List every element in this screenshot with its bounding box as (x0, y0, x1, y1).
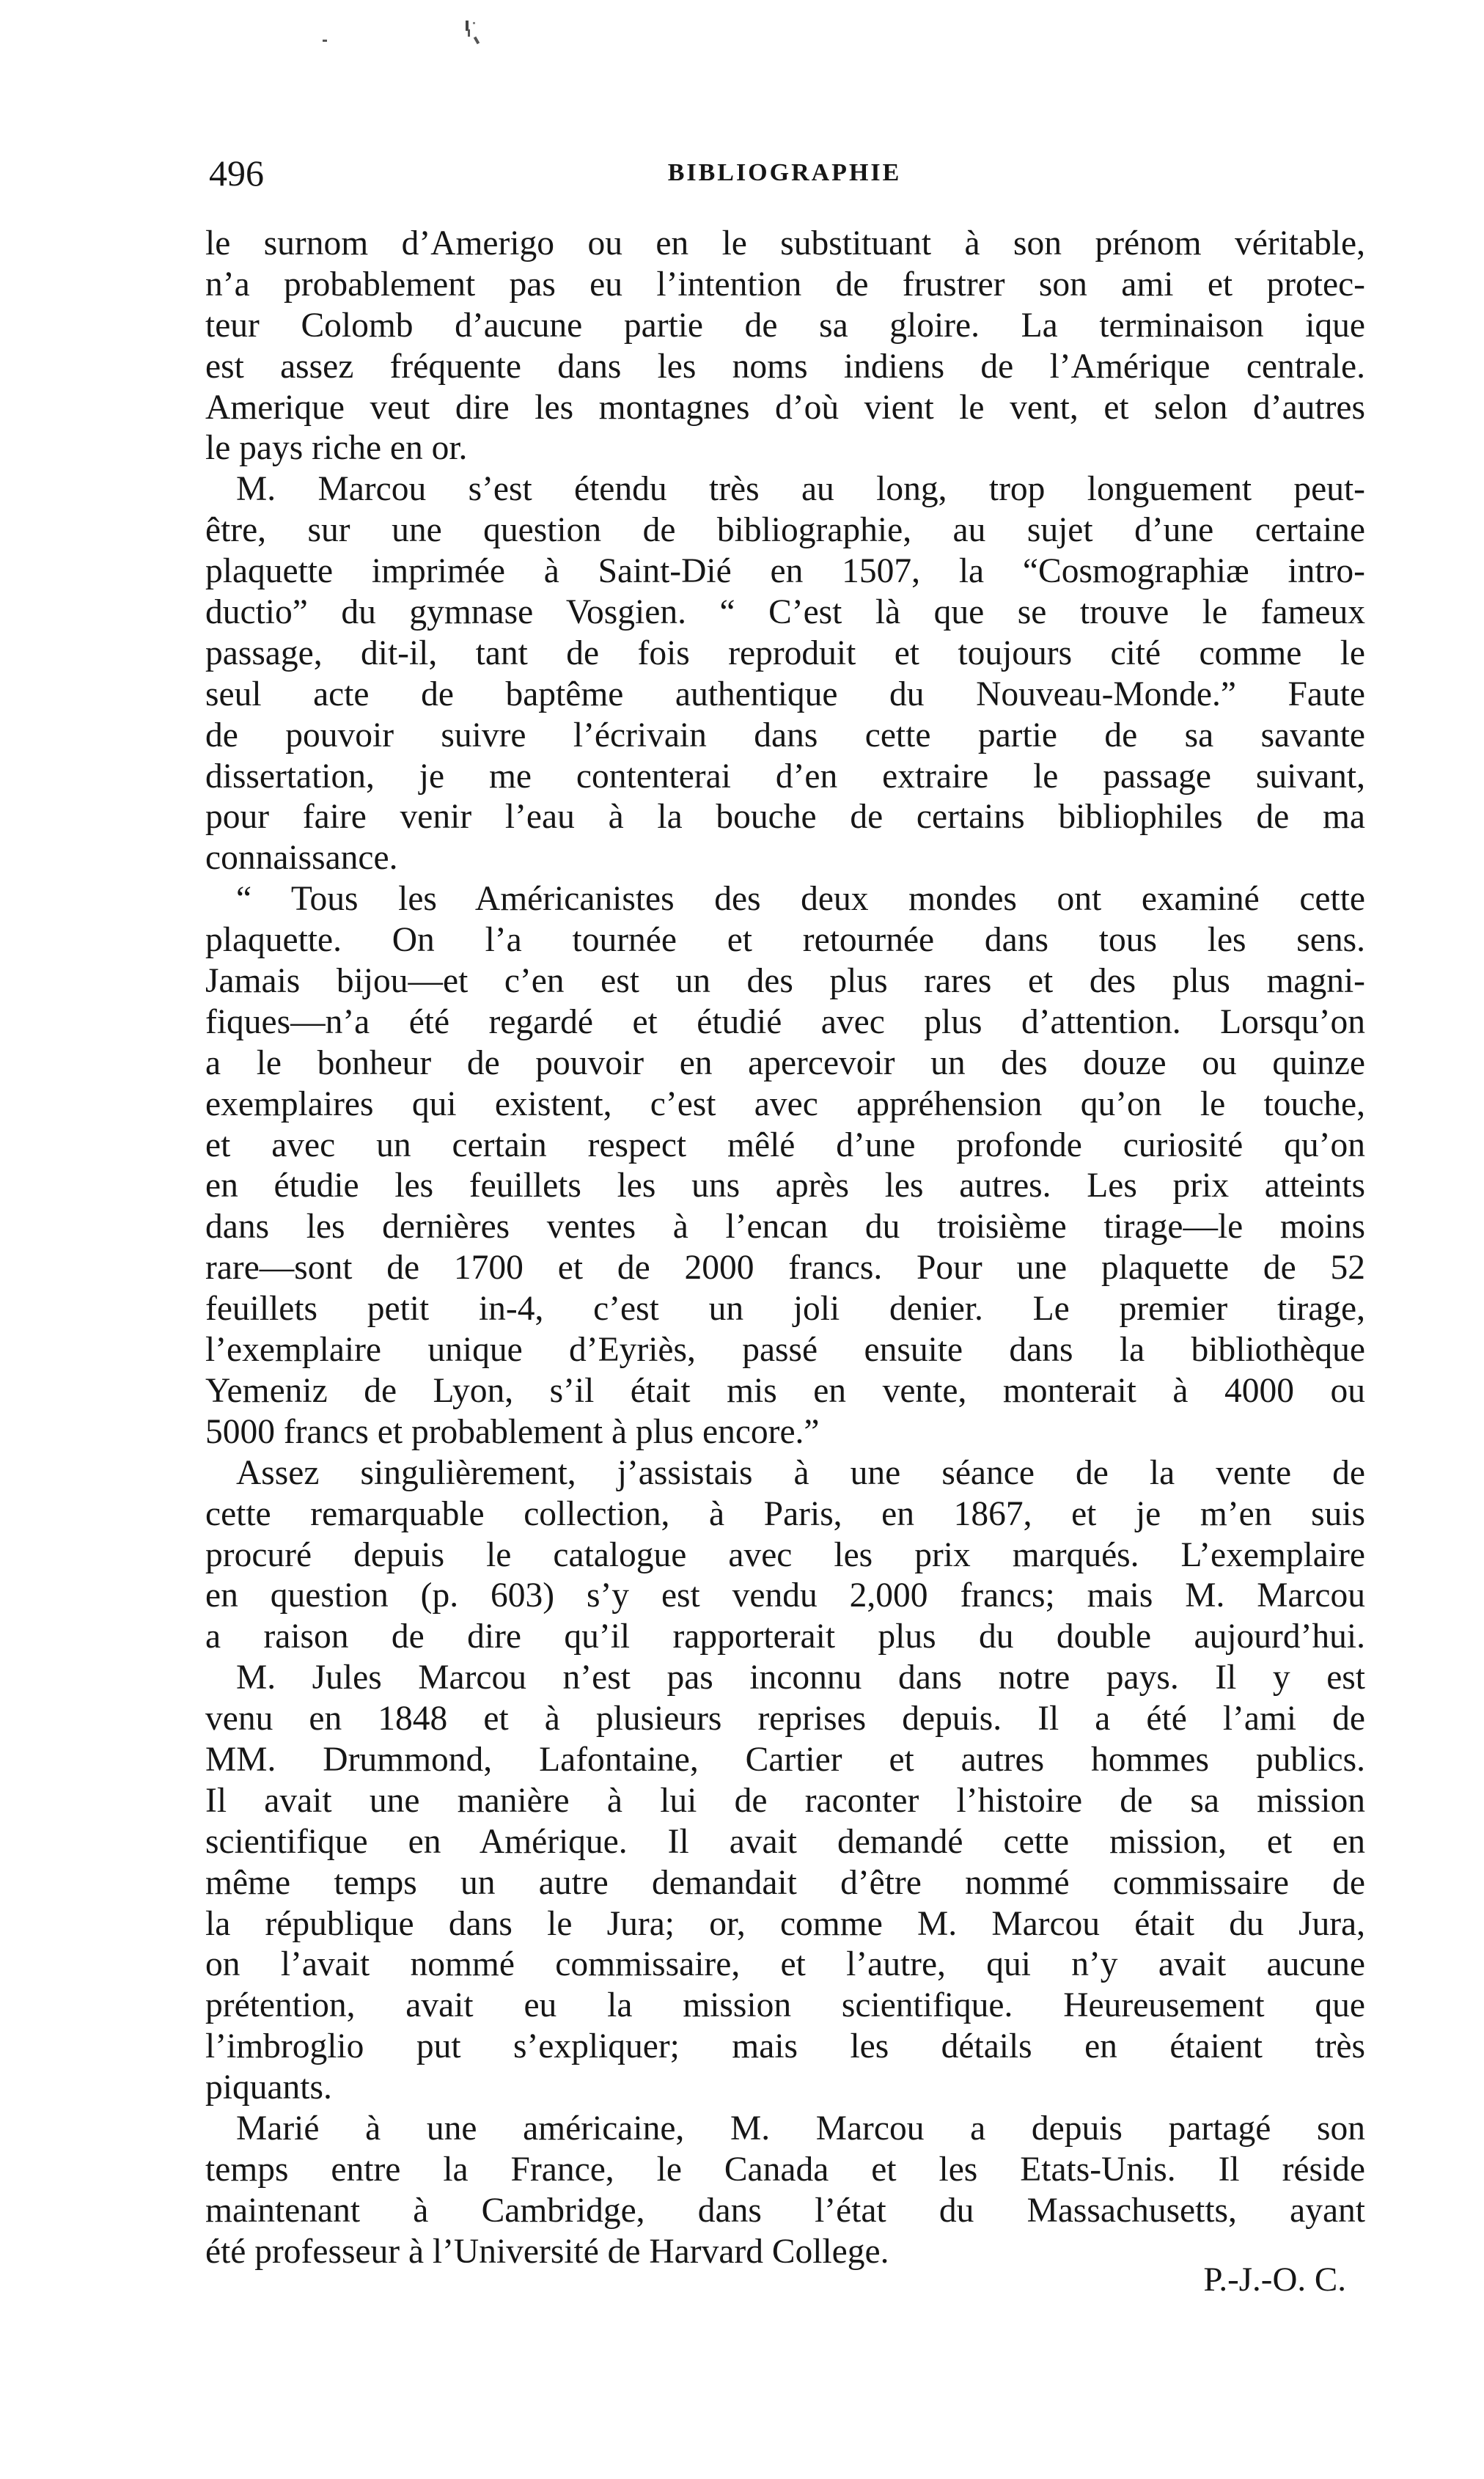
text-line: l’exemplaire unique d’Eyriès, passé ensuite dans la bibliothèque (205, 1331, 1365, 1370)
text-line: M. Jules Marcou n’est pas inconnu dans notre pays. Il y est (236, 1659, 1365, 1697)
text-line: 5000 francs et probablement à plus encore.” (205, 1412, 820, 1451)
text-line: procuré depuis le catalogue avec les prix marqués. L’exemplaire (205, 1535, 1365, 1574)
page-number: 496 (209, 153, 264, 194)
text-line: même temps un autre demandait d’être nommé commissaire de (205, 1863, 1365, 1902)
text-line: Yemeniz de Lyon, s’il était mis en vente, monterait à 4000 ou (205, 1371, 1365, 1410)
text-line: piquants. (205, 2068, 332, 2107)
text-line: connaissance. (205, 839, 398, 878)
text-line: exemplaires qui existent, c’est avec appréhension qu’on le touche, (205, 1084, 1365, 1123)
text-line: seul acte de baptême authentique du Nouveau-Monde.” Faute (205, 675, 1365, 713)
text-line: fiques—n’a été regardé et étudié avec plus d’attention. Lorsqu’on (205, 1002, 1365, 1041)
text-line: feuillets petit in-4, c’est un joli denier. Le premier tirage, (205, 1290, 1365, 1329)
text-line: MM. Drummond, Lafontaine, Cartier et autres hommes publics. (205, 1740, 1365, 1779)
text-line: scientifique en Amérique. Il avait demandé cette mission, et en (205, 1822, 1365, 1861)
text-line: maintenant à Cambridge, dans l’état du Massachusetts, ayant (205, 2191, 1365, 2230)
text-line: en question (p. 603) s’y est vendu 2,000 francs; mais M. Marcou (205, 1576, 1365, 1615)
body-text (205, 224, 1365, 2273)
scan-specks (323, 13, 631, 57)
text-line: l’imbroglio put s’expliquer; mais les détails en étaient très (205, 2027, 1365, 2066)
text-line: Il avait une manière à lui de raconter l’histoire de sa mission (205, 1781, 1365, 1820)
text-line: teur Colomb d’aucune partie de sa gloire. La terminaison ique (205, 306, 1365, 345)
text-line: n’a probablement pas eu l’intention de frustrer son ami et protec- (205, 265, 1365, 304)
text-line: plaquette imprimée à Saint-Dié en 1507, la “Cosmographiæ intro- (205, 552, 1365, 591)
text-line: Assez singulièrement, j’assistais à une séance de la vente de (236, 1453, 1365, 1492)
text-line: Amerique veut dire les montagnes d’où vient le vent, et selon d’autres (205, 388, 1365, 427)
text-line: été professeur à l’Université de Harvard College. (205, 2232, 889, 2271)
text-line: pour faire venir l’eau à la bouche de certains bibliophiles de ma (205, 798, 1365, 837)
text-line: a le bonheur de pouvoir en apercevoir un des douze ou quinze (205, 1043, 1365, 1082)
text-line: la république dans le Jura; or, comme M. Marcou était du Jura, (205, 1904, 1365, 1943)
text-line: dissertation, je me contenterai d’en extraire le passage suivant, (205, 757, 1365, 796)
text-line: en étudie les feuillets les uns après les autres. Les prix atteints (205, 1167, 1365, 1205)
author-signature: P.-J.-O. C. (1203, 2261, 1346, 2299)
text-line: être, sur une question de bibliographie, au sujet d’une certaine (205, 511, 1365, 550)
text-line: venu en 1848 et à plusieurs reprises depuis. Il a été l’ami de (205, 1700, 1365, 1738)
text-line: a raison de dire qu’il rapporterait plus du double aujourd’hui. (205, 1617, 1365, 1656)
text-line: M. Marcou s’est étendu très au long, trop longuement peut- (236, 470, 1365, 509)
text-line: passage, dit-il, tant de fois reproduit et toujours cité comme le (205, 633, 1365, 672)
running-head: BIBLIOGRAPHIE (667, 159, 902, 186)
text-line: Marié à une américaine, M. Marcou a depuis partagé son (236, 2109, 1365, 2148)
text-line: rare—sont de 1700 et de 2000 francs. Pour une plaquette de 52 (205, 1249, 1365, 1288)
text-line: dans les dernières ventes à l’encan du troisième tirage—le moins (205, 1208, 1365, 1246)
page-header (209, 151, 1360, 195)
text-line: temps entre la France, le Canada et les Etats-Unis. Il réside (205, 2150, 1365, 2189)
text-line: est assez fréquente dans les noms indiens de l’Amérique centrale. (205, 347, 1365, 386)
text-line: et avec un certain respect mêlé d’une profonde curiosité qu’on (205, 1125, 1365, 1164)
text-line: Jamais bijou—et c’en est un des plus rares et des plus magni- (205, 962, 1365, 1001)
text-line: prétention, avait eu la mission scientifique. Heureusement que (205, 1986, 1365, 2025)
text-line: plaquette. On l’a tournée et retournée dans tous les sens. (205, 921, 1365, 960)
text-line: le surnom d’Amerigo ou en le substituant à son prénom véritable, (205, 224, 1365, 262)
text-line: cette remarquable collection, à Paris, en 1867, et je m’en suis (205, 1494, 1365, 1533)
text-line: “ Tous les Américanistes des deux mondes ont examiné cette (236, 880, 1365, 919)
text-line: ductio” du gymnase Vosgien. “ C’est là que se trouve le fameux (205, 593, 1365, 632)
text-line: on l’avait nommé commissaire, et l’autre, qui n’y avait aucune (205, 1945, 1365, 1984)
text-line: de pouvoir suivre l’écrivain dans cette partie de sa savante (205, 716, 1365, 754)
text-line: le pays riche en or. (205, 429, 468, 468)
